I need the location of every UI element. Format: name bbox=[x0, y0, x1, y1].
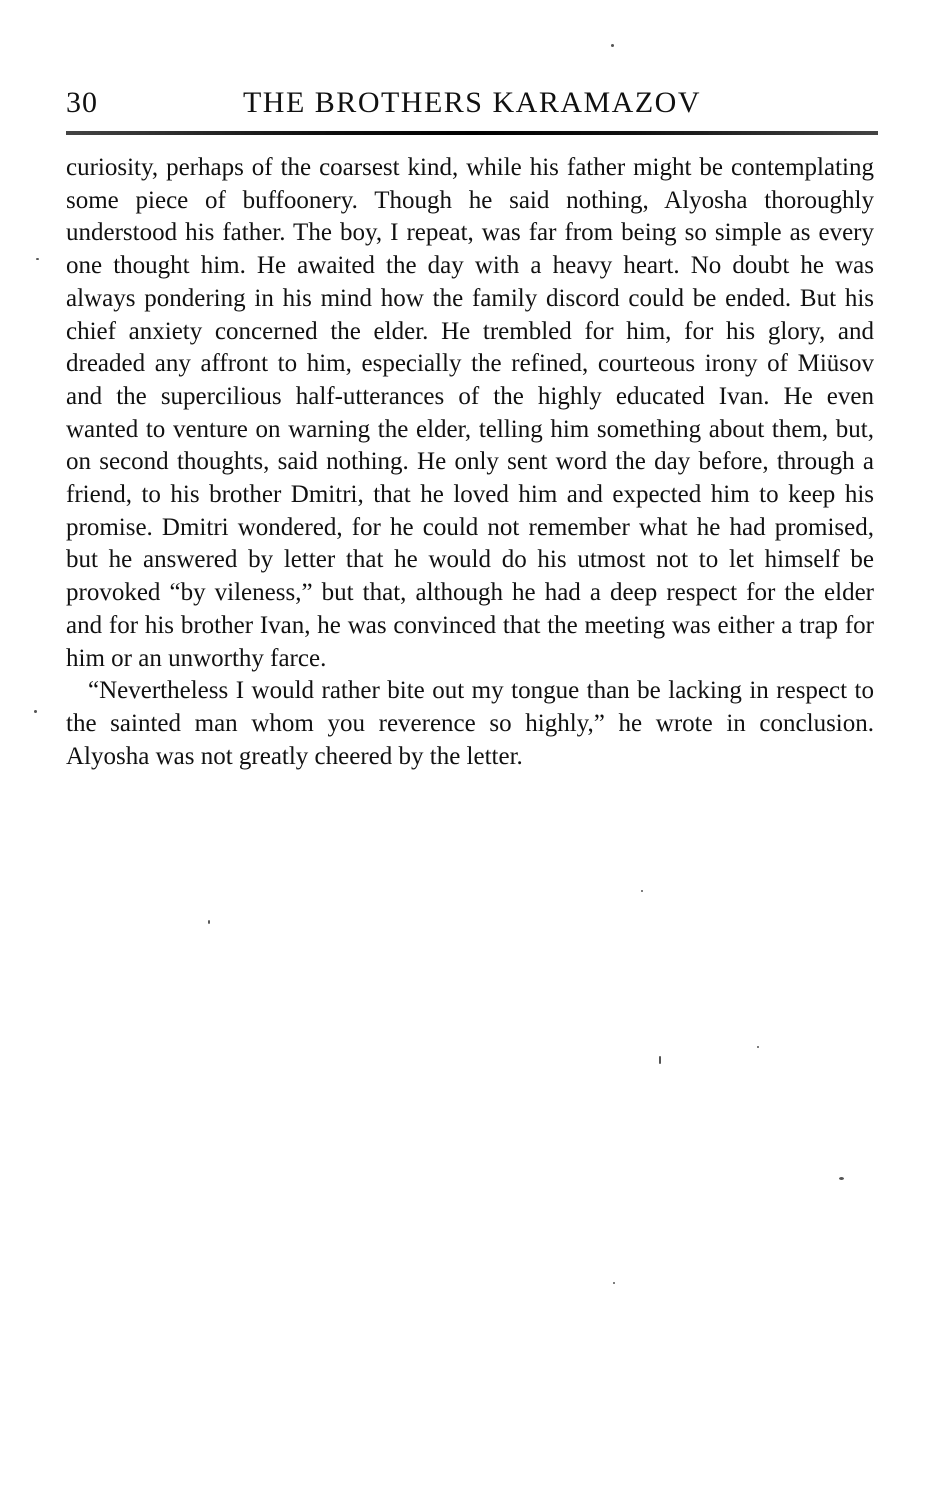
page-header bbox=[66, 82, 878, 130]
page-number: 30 bbox=[66, 86, 98, 119]
scan-speck bbox=[641, 890, 643, 892]
scan-speck bbox=[839, 1177, 844, 1180]
scan-speck bbox=[34, 710, 37, 713]
scan-speck bbox=[611, 44, 614, 47]
scan-speck bbox=[36, 258, 39, 260]
paragraph: “Nevertheless I would rather bite out my tongue than be lacking in respect to the sainted man whom you reverence so highly,” he wrote in conclusion. Alyosha was not greatly cheered by the letter. bbox=[66, 677, 874, 770]
scan-speck bbox=[208, 920, 210, 924]
running-title: THE BROTHERS KARAMAZOV bbox=[242, 86, 701, 119]
scan-speck bbox=[613, 1282, 615, 1284]
paragraph: curiosity, perhaps of the coarsest kind, while his father might be contemplating some piece of buffoonery. Though he said nothing, Alyosha thoroughly understood his father. The boy, I repeat, was far from being so simple as every one thought him. He awaited the day with a heavy heart. No doubt he was always pondering in his mind how the family discord could be ended. But his chief anxiety concerned the elder. He trembled for him, for his glory, and dreaded any affront to him, especially the refined, courteous irony of Miüsov and the supercilious half-utterances of the highly educated Ivan. He even wanted to venture on warning the elder, telling him something about them, but, on second thoughts, said nothing. He only sent word the day before, through a friend, to his brother Dmitri, that he loved him and expected him to keep his promise. Dmitri wondered, for he could not remember what he had promised, but he answered by letter that he would do his utmost not to let himself be provoked “by vileness,” but that, although he had a deep respect for the elder and for his brother Ivan, he was convinced that the meeting was either a trap for him or an unworthy farce. bbox=[66, 154, 874, 672]
scan-speck bbox=[757, 1046, 759, 1048]
header-rule bbox=[66, 131, 878, 135]
body-text bbox=[66, 152, 874, 773]
scan-speck bbox=[659, 1056, 661, 1064]
